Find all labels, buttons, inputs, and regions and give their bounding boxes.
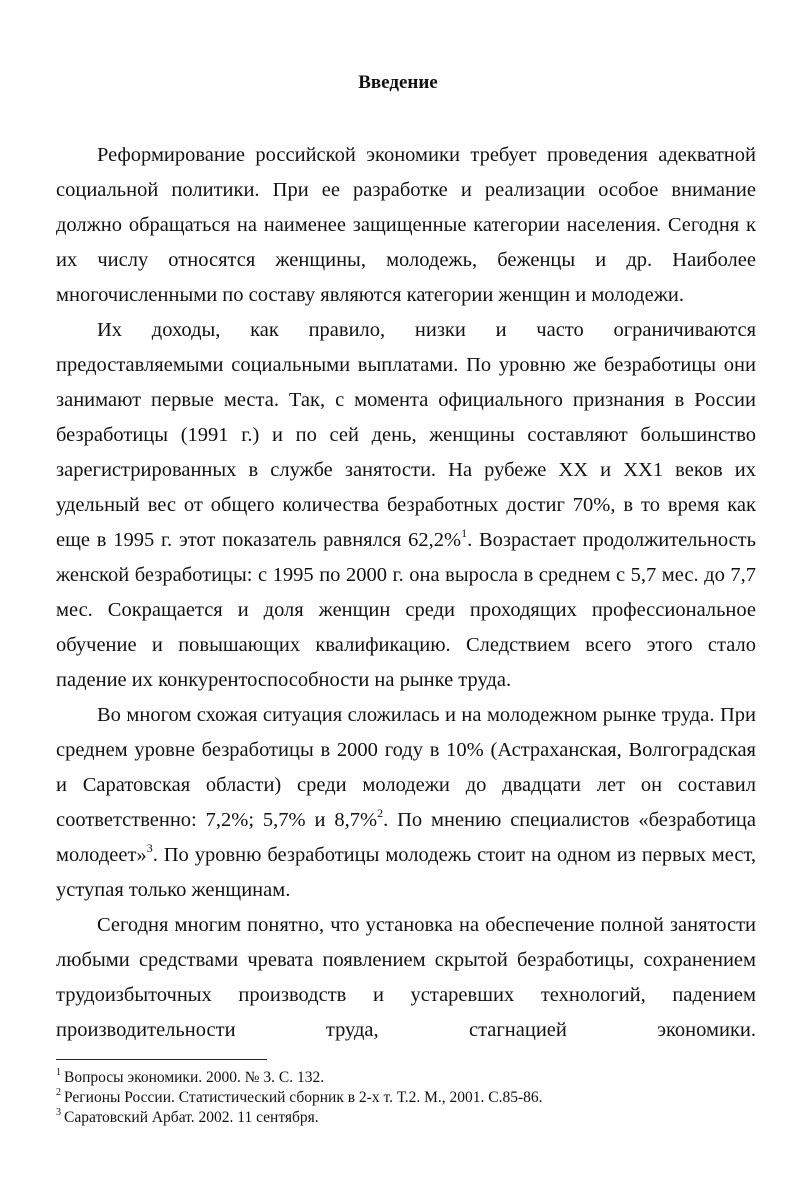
paragraph-text: Реформирование российской экономики требует проведения адекватной социальной политики. При ее разработке и реализации особое внимание должно обращаться на наименее защищенные категории населения. Сегодня к их числу относятся женщины, молодежь, беженцы и др. Наиболее многочисленными по составу являются категории женщин и молодежи.	[56, 144, 756, 306]
footnote-number: 1	[56, 1067, 61, 1078]
footnote-text: Саратовский Арбат. 2002. 11 сентября.	[64, 1109, 319, 1126]
paragraph-text: . По мнению специалистов «безработица молодеет»	[56, 809, 756, 866]
footnote-reference: 1	[461, 526, 468, 540]
paragraph-text: производительности труда, стагнацией экономики.	[56, 1019, 756, 1041]
paragraph-1	[56, 138, 756, 313]
footnote-3	[56, 1108, 756, 1128]
paragraph-text: Их доходы, как правило, низки и часто ограничиваются предоставляемыми социальными выплатами. По уровню же безработицы они занимают первые места. Так, с момента официального признания в России безработицы (1991 г.) и по сей день, женщины составляют большинство зарегистрированных в службе занятости. На рубеже XX и XX1 веков их удельный вес от общего количества безработных достиг 70%, в то время как еще в 1995 г. этот показатель равнялся 62,2%	[56, 319, 756, 551]
footnote-number: 2	[56, 1087, 61, 1098]
footnote-reference: 2	[377, 806, 384, 820]
footnotes	[56, 1068, 756, 1128]
footnote-number: 3	[56, 1107, 61, 1118]
paragraph-4	[56, 908, 756, 1048]
footnote-reference: 3	[146, 841, 153, 855]
paragraph-text: Во многом схожая ситуация сложилась и на молодежном рынке труда. При среднем уровне безработицы в 2000 году в 10% (Астраханская, Волгоградская и Саратовская области) среди молодежи до двадцати лет он составил соответственно: 7,2%; 5,7% и 8,7%	[56, 704, 756, 831]
footnote-text: Вопросы экономики. 2000. № 3. С. 132.	[64, 1069, 325, 1086]
paragraph-text: . Возрастает продолжительность женской безработицы: с 1995 по 2000 г. она выросла в среднем с 5,7 мес. до 7,7 мес. Сокращается и доля женщин среди проходящих профессиональное обучение и повышающих квалификацию. Следствием всего этого стало падение их конкурентоспособности на рынке труда.	[56, 529, 756, 691]
paragraph-3	[56, 698, 756, 908]
footnote-text: Регионы России. Статистический сборник в 2-х т. Т.2. М., 2001. С.85-86.	[64, 1089, 543, 1106]
body-text	[56, 138, 756, 1048]
paragraph-text: . По уровню безработицы молодежь стоит на одном из первых мест, уступая только женщинам.	[56, 844, 756, 901]
paragraph-text: Сегодня многим понятно, что установка на обеспечение полной занятости любыми средствами чревата появлением скрытой безработицы, сохранением трудоизбыточных производств и устаревших технологий, падением	[56, 914, 756, 1006]
paragraph-2	[56, 313, 756, 698]
page-title: Введение	[358, 72, 438, 93]
footnote-1	[56, 1068, 756, 1088]
footnote-separator	[56, 1059, 267, 1060]
footnote-2	[56, 1088, 756, 1108]
